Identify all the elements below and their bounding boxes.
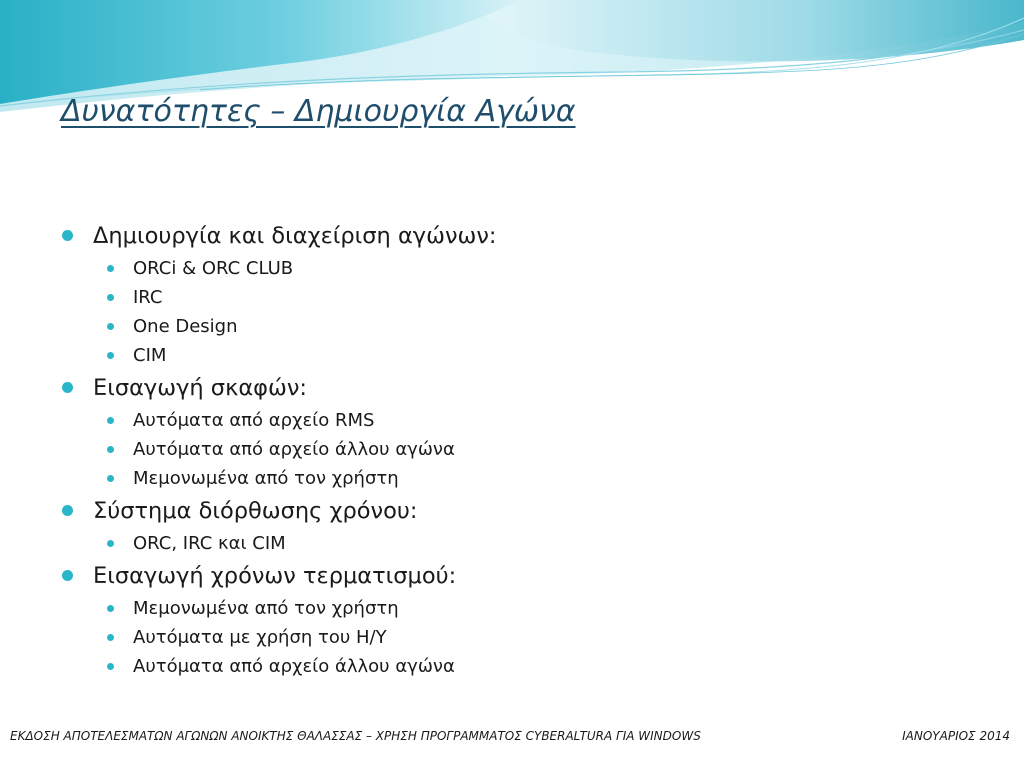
sub-bullet-icon	[107, 663, 114, 670]
sub-bullet-label: Αυτόματα από αρχείο άλλου αγώνα	[133, 439, 455, 460]
sub-bullet-label: ORCi & ORC CLUB	[133, 258, 294, 279]
section-boat-import	[60, 370, 980, 493]
bullet-item	[60, 218, 980, 254]
bullet-item	[60, 370, 980, 406]
sub-bullet-item	[60, 254, 980, 283]
footer-text: ΕΚΔΟΣΗ ΑΠΟΤΕΛΕΣΜΑΤΩΝ ΑΓΩΝΩΝ ΑΝΟΙΚΤΗΣ ΘΑΛΑΣΣΑΣ – ΧΡΗΣΗ ΠΡΟΓΡΑΜΜΑΤΟΣ CYBERALTURA ΓΙΑ WINDOWS	[10, 729, 701, 743]
sub-list	[60, 529, 980, 558]
sub-bullet-item	[60, 341, 980, 370]
sub-bullet-label: Αυτόματα από αρχείο άλλου αγώνα	[133, 656, 455, 677]
bullet-label: Εισαγωγή χρόνων τερματισμού:	[93, 563, 457, 589]
bullet-label: Δημιουργία και διαχείριση αγώνων:	[93, 223, 497, 249]
sub-bullet-label: One Design	[133, 316, 238, 337]
sub-bullet-item	[60, 623, 980, 652]
sub-list	[60, 594, 980, 681]
sub-bullet-label: Αυτόματα από αρχείο RMS	[133, 410, 375, 431]
bullet-icon	[62, 570, 73, 581]
sub-bullet-item	[60, 594, 980, 623]
sub-bullet-item	[60, 406, 980, 435]
sub-bullet-label: CIM	[133, 345, 167, 366]
sub-bullet-item	[60, 283, 980, 312]
sub-bullet-icon	[107, 265, 114, 272]
slide-footer	[0, 724, 1024, 748]
bullet-icon	[62, 505, 73, 516]
sub-bullet-item	[60, 529, 980, 558]
sub-bullet-label: IRC	[133, 287, 163, 308]
sub-bullet-item	[60, 312, 980, 341]
bullet-icon	[62, 230, 73, 241]
sub-bullet-item	[60, 435, 980, 464]
sub-list	[60, 406, 980, 493]
bullet-label: Εισαγωγή σκαφών:	[93, 375, 307, 401]
sub-bullet-label: Μεμονωμένα από τον χρήστη	[133, 598, 399, 619]
bullet-item	[60, 493, 980, 529]
bullet-item	[60, 558, 980, 594]
sub-bullet-label: Αυτόματα με χρήση του Η/Υ	[133, 627, 387, 648]
sub-bullet-item	[60, 652, 980, 681]
sub-bullet-item	[60, 464, 980, 493]
sub-bullet-icon	[107, 540, 114, 547]
slide-title: Δυνατότητες – Δημιουργία Αγώνα	[61, 94, 576, 129]
bullet-label: Σύστημα διόρθωσης χρόνου:	[93, 498, 418, 524]
sub-bullet-icon	[107, 352, 114, 359]
sub-bullet-icon	[107, 475, 114, 482]
bullet-list	[60, 218, 980, 681]
sub-bullet-icon	[107, 417, 114, 424]
sub-bullet-icon	[107, 605, 114, 612]
section-race-management	[60, 218, 980, 370]
sub-bullet-icon	[107, 446, 114, 453]
section-time-correction	[60, 493, 980, 558]
sub-bullet-label: Μεμονωμένα από τον χρήστη	[133, 468, 399, 489]
section-finish-times	[60, 558, 980, 681]
sub-bullet-icon	[107, 634, 114, 641]
sub-bullet-label: ORC, IRC και CIM	[133, 533, 286, 554]
sub-list	[60, 254, 980, 370]
sub-bullet-icon	[107, 323, 114, 330]
footer-date: ΙΑΝΟΥΑΡΙΟΣ 2014	[902, 729, 1010, 743]
bullet-icon	[62, 382, 73, 393]
sub-bullet-icon	[107, 294, 114, 301]
